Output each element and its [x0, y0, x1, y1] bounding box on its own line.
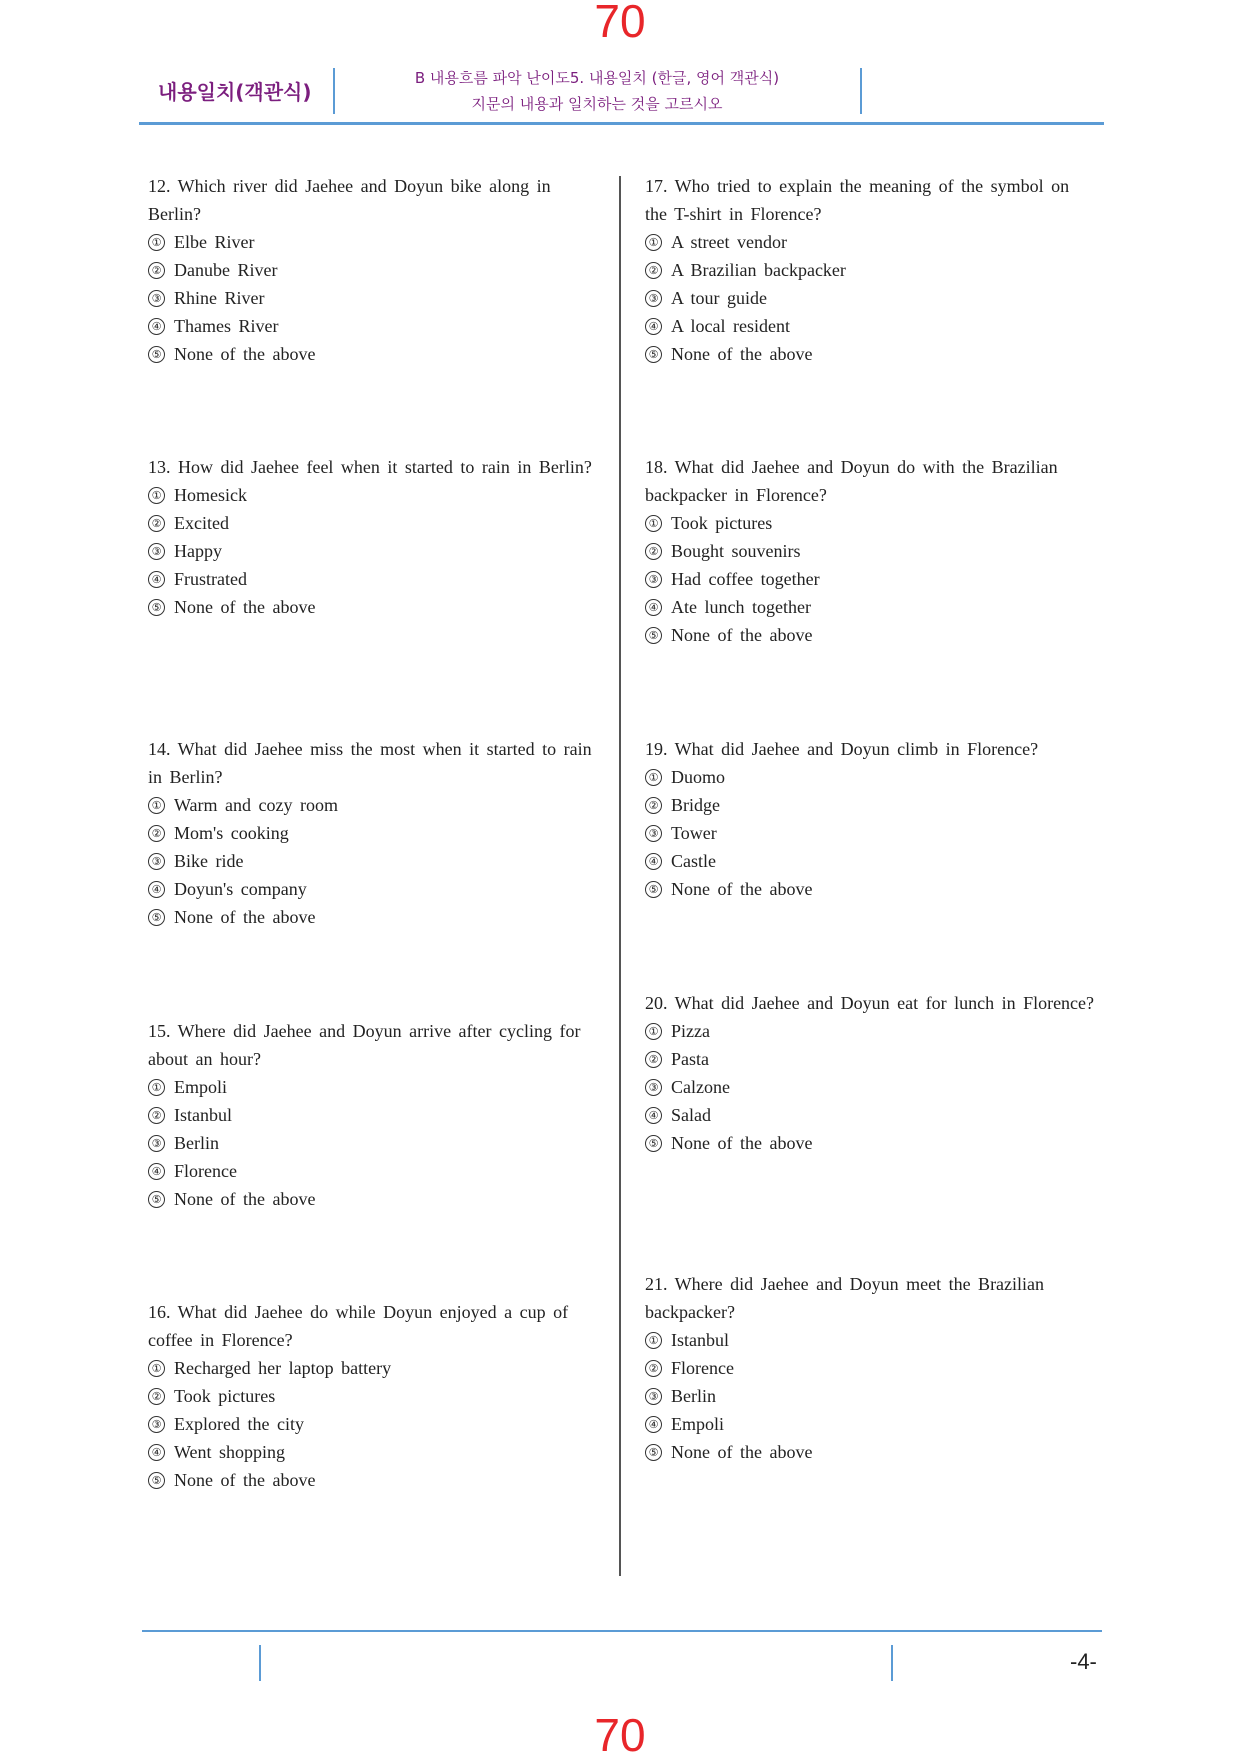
- option-mark: ②: [645, 262, 662, 279]
- option-label: Ate lunch together: [671, 597, 811, 617]
- question-15: [148, 1017, 598, 1213]
- option-label: Pasta: [671, 1049, 709, 1069]
- header-category-title: 내용일치(객관식): [158, 80, 312, 104]
- option[interactable]: [645, 1101, 1095, 1129]
- column-divider: [619, 176, 621, 1576]
- option-label: Istanbul: [671, 1330, 729, 1350]
- option[interactable]: [645, 537, 1095, 565]
- option[interactable]: [645, 256, 1095, 284]
- option-label: Bought souvenirs: [671, 541, 801, 561]
- option[interactable]: [645, 565, 1095, 593]
- option-mark: ③: [645, 1388, 662, 1405]
- option-label: Empoli: [671, 1414, 724, 1434]
- option-label: None of the above: [174, 597, 316, 617]
- option-mark: ③: [148, 543, 165, 560]
- option-label: Rhine River: [174, 288, 265, 308]
- option[interactable]: [645, 621, 1095, 649]
- option-mark: ③: [148, 853, 165, 870]
- option-label: None of the above: [671, 1133, 813, 1153]
- option-label: Pizza: [671, 1021, 710, 1041]
- option-mark: ⑤: [645, 1444, 662, 1461]
- question-21: [645, 1270, 1095, 1466]
- option[interactable]: [148, 340, 598, 368]
- option-mark: ⑤: [645, 881, 662, 898]
- option-mark: ①: [148, 1079, 165, 1096]
- option-mark: ①: [148, 797, 165, 814]
- option-mark: ④: [148, 571, 165, 588]
- question-text: 15. Where did Jaehee and Doyun arrive after cycling for about an hour?: [148, 1021, 581, 1069]
- option[interactable]: [645, 1410, 1095, 1438]
- option[interactable]: [148, 1073, 598, 1101]
- question-text: 21. Where did Jaehee and Doyun meet the Brazilian backpacker?: [645, 1274, 1045, 1322]
- question-text: 13. How did Jaehee feel when it started to rain in Berlin?: [148, 457, 592, 477]
- option-label: Explored the city: [174, 1414, 304, 1434]
- option-label: Happy: [174, 541, 222, 561]
- option-mark: ④: [645, 318, 662, 335]
- option-label: Homesick: [174, 485, 247, 505]
- option-label: Went shopping: [174, 1442, 286, 1462]
- option[interactable]: [148, 847, 598, 875]
- option-label: Calzone: [671, 1077, 730, 1097]
- option-mark: ①: [645, 234, 662, 251]
- option-label: Salad: [671, 1105, 711, 1125]
- option[interactable]: [645, 509, 1095, 537]
- option-mark: ④: [645, 1107, 662, 1124]
- option-label: None of the above: [671, 879, 813, 899]
- option[interactable]: [148, 256, 598, 284]
- option[interactable]: [645, 312, 1095, 340]
- option[interactable]: [148, 1382, 598, 1410]
- option-mark: ①: [148, 234, 165, 251]
- option-mark: ③: [645, 1079, 662, 1096]
- option-label: Florence: [174, 1161, 237, 1181]
- option-label: None of the above: [174, 1189, 316, 1209]
- option[interactable]: [148, 537, 598, 565]
- option[interactable]: [645, 1017, 1095, 1045]
- option-mark: ③: [148, 1135, 165, 1152]
- question-text: 20. What did Jaehee and Doyun eat for lunch in Florence?: [645, 993, 1095, 1013]
- option-mark: ②: [645, 1360, 662, 1377]
- option-label: Excited: [174, 513, 229, 533]
- option[interactable]: [645, 1129, 1095, 1157]
- page-number-top: 70: [594, 0, 646, 47]
- option-label: None of the above: [174, 344, 316, 364]
- option-mark: ②: [148, 825, 165, 842]
- option-mark: ②: [148, 515, 165, 532]
- option[interactable]: [645, 819, 1095, 847]
- option[interactable]: [148, 791, 598, 819]
- question-12: [148, 172, 598, 368]
- option-mark: ③: [645, 825, 662, 842]
- option-mark: ①: [148, 1360, 165, 1377]
- option-mark: ④: [148, 881, 165, 898]
- option-label: Duomo: [671, 767, 725, 787]
- option[interactable]: [148, 1157, 598, 1185]
- option-label: A tour guide: [671, 288, 767, 308]
- option[interactable]: [645, 791, 1095, 819]
- question-text: 19. What did Jaehee and Doyun climb in Florence?: [645, 739, 1039, 759]
- option-mark: ⑤: [148, 1472, 165, 1489]
- question-text: 12. Which river did Jaehee and Doyun bike along in Berlin?: [148, 176, 551, 224]
- option-mark: ①: [645, 1332, 662, 1349]
- question-17: [645, 172, 1095, 368]
- option[interactable]: [645, 1073, 1095, 1101]
- option-mark: ④: [645, 1416, 662, 1433]
- option-mark: ①: [645, 1023, 662, 1040]
- option-label: None of the above: [174, 907, 316, 927]
- option-mark: ④: [645, 853, 662, 870]
- option-label: None of the above: [671, 344, 813, 364]
- option-label: None of the above: [174, 1470, 316, 1490]
- option-label: Empoli: [174, 1077, 227, 1097]
- option-label: Bike ride: [174, 851, 244, 871]
- option[interactable]: [148, 312, 598, 340]
- option[interactable]: [148, 1129, 598, 1157]
- option-label: A local resident: [671, 316, 790, 336]
- option-mark: ④: [148, 1444, 165, 1461]
- question-text: 18. What did Jaehee and Doyun do with the Brazilian backpacker in Florence?: [645, 457, 1058, 505]
- option-label: Berlin: [671, 1386, 716, 1406]
- option-mark: ⑤: [645, 1135, 662, 1152]
- footer-page-label: -4-: [1070, 1649, 1097, 1674]
- option-label: None of the above: [671, 625, 813, 645]
- option-mark: ④: [148, 1163, 165, 1180]
- option[interactable]: [148, 284, 598, 312]
- option-label: Istanbul: [174, 1105, 232, 1125]
- option[interactable]: [148, 565, 598, 593]
- option[interactable]: [148, 1101, 598, 1129]
- option-mark: ④: [645, 599, 662, 616]
- option-label: Castle: [671, 851, 716, 871]
- question-20: [645, 989, 1095, 1157]
- option[interactable]: [645, 1354, 1095, 1382]
- option[interactable]: [148, 819, 598, 847]
- option-mark: ②: [148, 1388, 165, 1405]
- option[interactable]: [645, 1382, 1095, 1410]
- header-separator-right: [860, 68, 862, 114]
- option-mark: ⑤: [148, 346, 165, 363]
- option[interactable]: [148, 1185, 598, 1213]
- option-label: Elbe River: [174, 232, 255, 252]
- option[interactable]: [645, 847, 1095, 875]
- option-label: Thames River: [174, 316, 279, 336]
- option-mark: ②: [148, 1107, 165, 1124]
- footer-rule: [142, 1630, 1102, 1632]
- option-label: None of the above: [671, 1442, 813, 1462]
- option[interactable]: [148, 1438, 598, 1466]
- option[interactable]: [148, 509, 598, 537]
- option[interactable]: [148, 1354, 598, 1382]
- option-mark: ②: [645, 543, 662, 560]
- option-mark: ②: [645, 797, 662, 814]
- option-label: Bridge: [671, 795, 720, 815]
- question-14: [148, 735, 598, 931]
- option-label: Danube River: [174, 260, 278, 280]
- option[interactable]: [645, 284, 1095, 312]
- option[interactable]: [645, 875, 1095, 903]
- option[interactable]: [645, 1438, 1095, 1466]
- option-mark: ①: [645, 515, 662, 532]
- question-19: [645, 735, 1095, 903]
- option-mark: ⑤: [645, 346, 662, 363]
- page-number-bottom: 70: [594, 1709, 646, 1761]
- header-separator-left: [333, 68, 335, 114]
- option[interactable]: [645, 228, 1095, 256]
- question-16: [148, 1298, 598, 1494]
- option-label: Had coffee together: [671, 569, 820, 589]
- option[interactable]: [148, 1410, 598, 1438]
- option-label: Doyun's company: [174, 879, 307, 899]
- option-label: A Brazilian backpacker: [671, 260, 846, 280]
- option-label: Mom's cooking: [174, 823, 289, 843]
- header-subtitle-line1: B 내용흐름 파악 난이도5. 내용일치 (한글, 영어 객관식): [414, 69, 780, 87]
- option-label: Took pictures: [174, 1386, 276, 1406]
- option-label: Berlin: [174, 1133, 219, 1153]
- option[interactable]: [645, 340, 1095, 368]
- header-rule: [139, 122, 1104, 125]
- option[interactable]: [645, 763, 1095, 791]
- option[interactable]: [645, 1326, 1095, 1354]
- option-mark: ⑤: [645, 627, 662, 644]
- option[interactable]: [148, 593, 598, 621]
- option[interactable]: [148, 1466, 598, 1494]
- option-mark: ③: [645, 290, 662, 307]
- header-subtitle-line2: 지문의 내용과 일치하는 것을 고르시오: [471, 95, 723, 113]
- option-label: Warm and cozy room: [174, 795, 338, 815]
- option-mark: ②: [645, 1051, 662, 1068]
- option[interactable]: [645, 1045, 1095, 1073]
- option-mark: ③: [148, 1416, 165, 1433]
- option-label: Frustrated: [174, 569, 247, 589]
- question-text: 16. What did Jaehee do while Doyun enjoyed a cup of coffee in Florence?: [148, 1302, 569, 1350]
- option[interactable]: [148, 903, 598, 931]
- option-label: Took pictures: [671, 513, 773, 533]
- option-mark: ⑤: [148, 1191, 165, 1208]
- option-mark: ②: [148, 262, 165, 279]
- footer-separator-left: [259, 1645, 261, 1681]
- option-mark: ①: [645, 769, 662, 786]
- option-mark: ①: [148, 487, 165, 504]
- option-mark: ③: [645, 571, 662, 588]
- question-text: 14. What did Jaehee miss the most when it started to rain in Berlin?: [148, 739, 592, 787]
- question-13: [148, 453, 598, 621]
- option[interactable]: [148, 875, 598, 903]
- option-mark: ⑤: [148, 909, 165, 926]
- option[interactable]: [148, 228, 598, 256]
- option-mark: ④: [148, 318, 165, 335]
- footer-separator-right: [891, 1645, 893, 1681]
- option-label: Recharged her laptop battery: [174, 1358, 392, 1378]
- option-label: Tower: [671, 823, 717, 843]
- question-18: [645, 453, 1095, 649]
- question-text: 17. Who tried to explain the meaning of the symbol on the T-shirt in Florence?: [645, 176, 1070, 224]
- option-label: Florence: [671, 1358, 734, 1378]
- option-mark: ③: [148, 290, 165, 307]
- option[interactable]: [148, 481, 598, 509]
- option[interactable]: [645, 593, 1095, 621]
- option-label: A street vendor: [671, 232, 787, 252]
- option-mark: ⑤: [148, 599, 165, 616]
